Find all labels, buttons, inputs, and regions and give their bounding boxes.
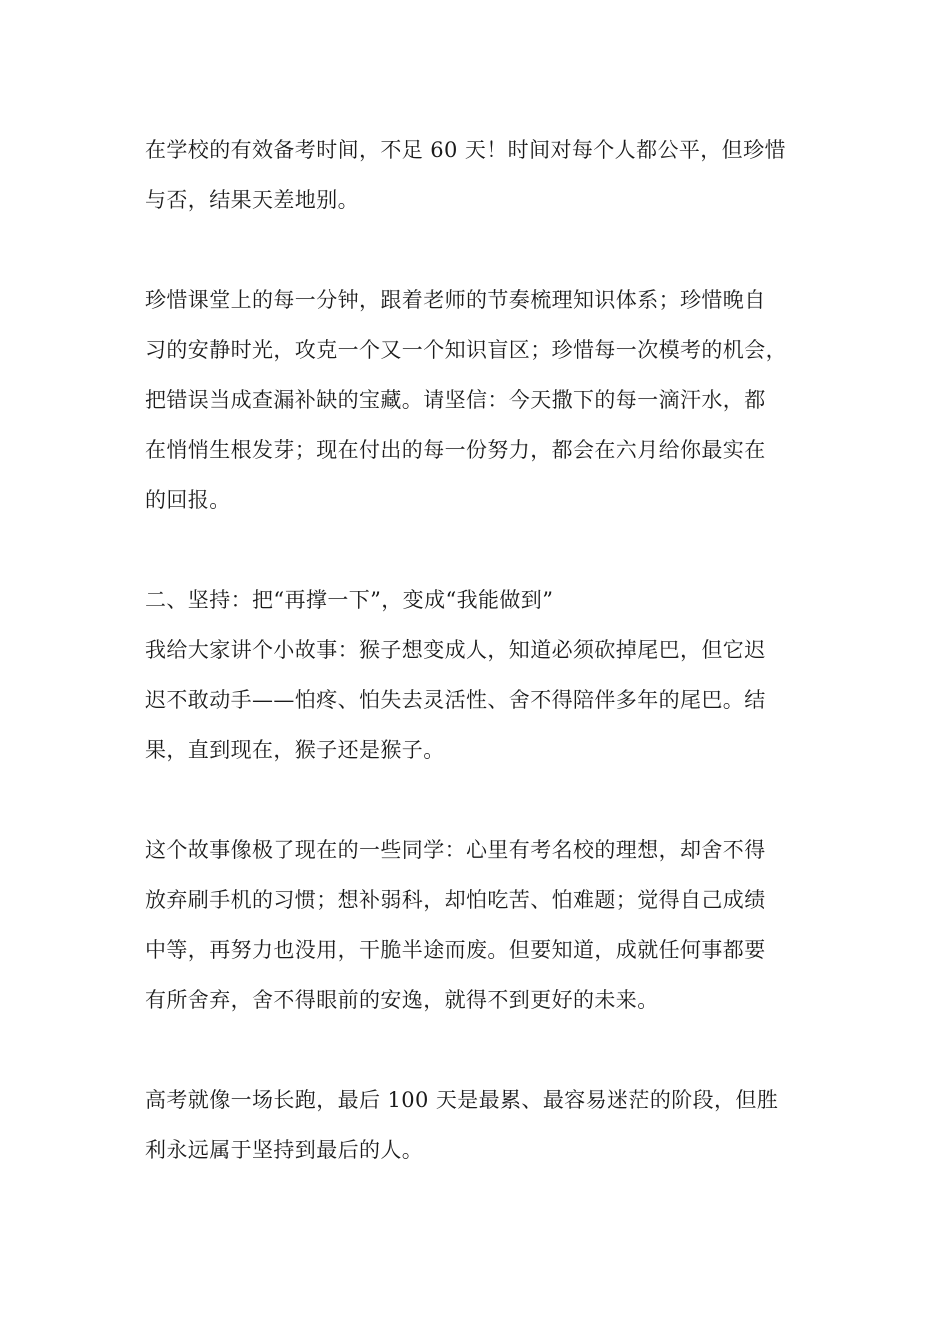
- paragraph-1-line-2: 与否，结果天差地别。: [145, 188, 359, 212]
- paragraph-5-line-1: 高考就像一场长跑，最后 100 天是最累、最容易迷茫的阶段，但胜: [145, 1088, 779, 1112]
- paragraph-5-line-2: 利永远属于坚持到最后的人。: [145, 1138, 424, 1162]
- paragraph-2-line-5: 的回报。: [145, 488, 231, 512]
- paragraph-4-line-3: 中等，再努力也没用，干脆半途而废。但要知道，成就任何事都要: [145, 938, 766, 962]
- paragraph-3-line-2: 迟不敢动手——怕疼、怕失去灵活性、舍不得陪伴多年的尾巴。结: [145, 688, 766, 712]
- paragraph-2-line-2: 习的安静时光，攻克一个又一个知识盲区；珍惜每一次模考的机会，: [145, 338, 787, 362]
- paragraph-2-line-1: 珍惜课堂上的每一分钟，跟着老师的节奏梳理知识体系；珍惜晚自: [145, 288, 766, 312]
- paragraph-3-line-1: 我给大家讲个小故事：猴子想变成人，知道必须砍掉尾巴，但它迟: [145, 638, 766, 662]
- paragraph-4-line-2: 放弃刷手机的习惯；想补弱科，却怕吃苦、怕难题；觉得自己成绩: [145, 888, 766, 912]
- paragraph-3-line-3: 果，直到现在，猴子还是猴子。: [145, 738, 445, 762]
- paragraph-2-line-4: 在悄悄生根发芽；现在付出的每一份努力，都会在六月给你最实在: [145, 438, 766, 462]
- paragraph-2-line-3: 把错误当成查漏补缺的宝藏。请坚信：今天撒下的每一滴汗水，都: [145, 388, 766, 412]
- section-heading: 二、坚持：把“再撑一下”，变成“我能做到”: [145, 588, 554, 612]
- paragraph-1-line-1: 在学校的有效备考时间，不足 60 天！时间对每个人都公平，但珍惜: [145, 138, 786, 162]
- paragraph-4-line-1: 这个故事像极了现在的一些同学：心里有考名校的理想，却舍不得: [145, 838, 766, 862]
- paragraph-4-line-4: 有所舍弃，舍不得眼前的安逸，就得不到更好的未来。: [145, 988, 659, 1012]
